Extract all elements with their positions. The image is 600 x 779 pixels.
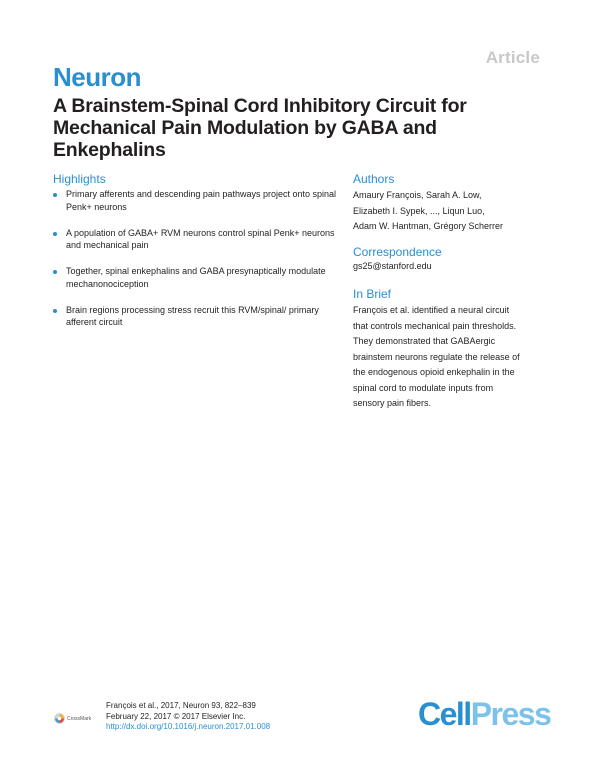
highlight-text: A population of GABA+ RVM neurons control spinal Penk+ neurons and mechanical pain <box>66 227 335 250</box>
highlight-text: Brain regions processing stress recruit this RVM/spinal/ primary afferent circuit <box>66 304 319 327</box>
doi-link[interactable]: http://dx.doi.org/10.1016/j.neuron.2017.01.008 <box>106 722 271 731</box>
bullet-icon <box>53 232 57 236</box>
article-title: A Brainstem-Spinal Cord Inhibitory Circuit for Mechanical Pain Modulation by GABA and Enkephalins <box>53 95 467 161</box>
highlights-heading: Highlights <box>53 172 106 186</box>
crossmark-badge[interactable] <box>54 710 91 728</box>
citation-block <box>106 701 270 733</box>
highlight-item <box>53 304 338 329</box>
authors-list <box>353 188 553 235</box>
in-brief-text <box>353 303 548 412</box>
highlight-item <box>53 227 338 252</box>
bullet-icon <box>53 309 57 313</box>
journal-name: Neuron <box>53 62 141 92</box>
article-type-tag: Article <box>485 48 540 67</box>
author-line: Elizabeth I. Sypek, ..., Liqun Luo, <box>353 205 485 216</box>
highlights-list <box>53 188 338 342</box>
in-brief-line: brainstem neurons regulate the release of <box>353 351 520 362</box>
citation-date: February 22, 2017 © 2017 Elsevier Inc. <box>106 711 246 721</box>
in-brief-line: François et al. identified a neural circuit <box>353 305 510 315</box>
in-brief-heading: In Brief <box>353 287 392 301</box>
in-brief-line: that controls mechanical pain thresholds. <box>353 320 517 331</box>
authors-heading: Authors <box>353 172 395 186</box>
bullet-icon <box>53 193 57 197</box>
author-line: Adam W. Hantman, Grégory Scherrer <box>353 221 504 231</box>
highlight-item <box>53 265 338 290</box>
crossmark-label: CrossMark <box>67 715 92 722</box>
correspondence-email[interactable]: gs25@stanford.edu <box>353 261 432 271</box>
highlight-item <box>53 188 338 213</box>
in-brief-line: spinal cord to modulate inputs from <box>353 382 494 393</box>
bullet-icon <box>53 270 57 274</box>
crossmark-icon <box>54 713 65 724</box>
cellpress-logo-cell: Cell <box>418 696 471 732</box>
in-brief-line: sensory pain fibers. <box>353 398 432 408</box>
correspondence-heading: Correspondence <box>353 245 442 259</box>
cellpress-logo <box>418 696 550 733</box>
in-brief-line: the endogenous opioid enkephalin in the <box>353 367 515 377</box>
highlight-text: Together, spinal enkephalins and GABA presynaptically modulate mechanonociception <box>66 266 326 289</box>
highlight-text: Primary afferents and descending pain pathways project onto spinal Penk+ neurons <box>66 189 336 212</box>
in-brief-line: They demonstrated that GABAergic <box>353 336 496 346</box>
cellpress-logo-press: Press <box>470 696 551 732</box>
author-line: Amaury François, Sarah A. Low, <box>353 190 482 200</box>
citation-line: François et al., 2017, Neuron 93, 822–839 <box>106 701 256 710</box>
